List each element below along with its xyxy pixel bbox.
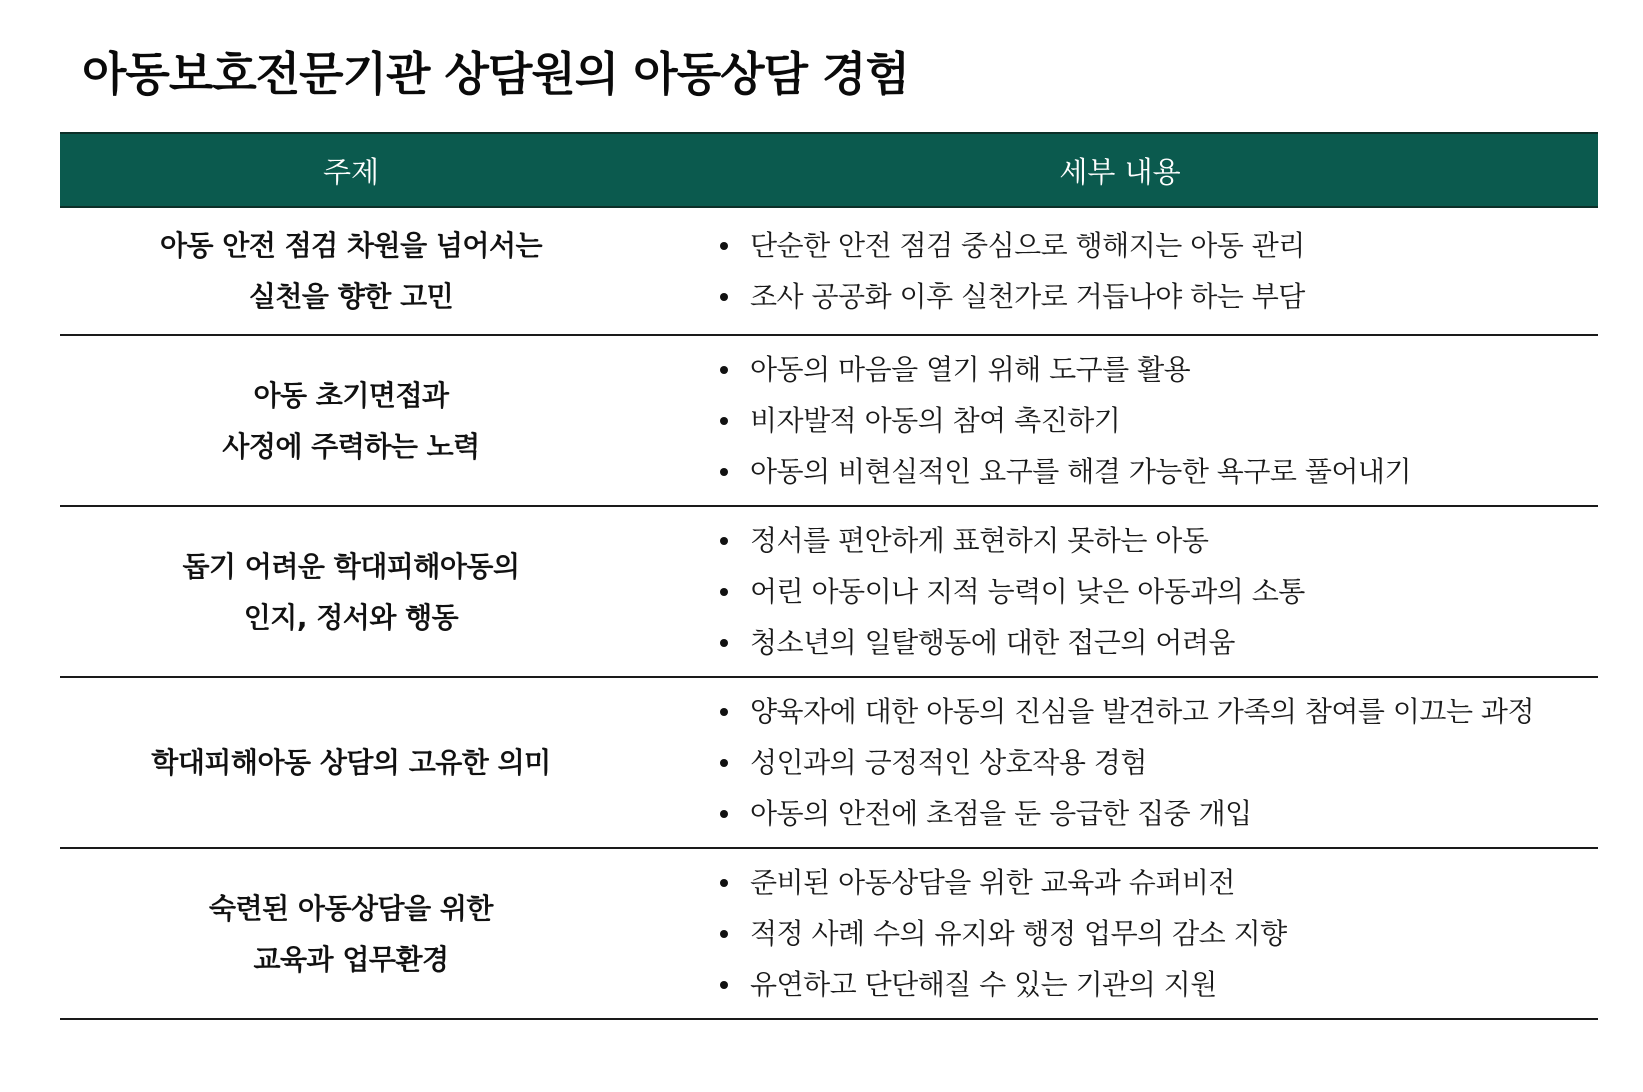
detail-item bbox=[720, 344, 1598, 395]
table-row bbox=[60, 208, 1598, 336]
detail-item bbox=[720, 515, 1598, 566]
page-title: 아동보호전문기관 상담원의 아동상담 경험 bbox=[82, 47, 909, 101]
row-topic bbox=[60, 507, 642, 676]
row-details bbox=[642, 678, 1598, 847]
row-topic bbox=[60, 849, 642, 1018]
table-row bbox=[60, 678, 1598, 849]
detail-item bbox=[720, 788, 1598, 839]
detail-item bbox=[720, 908, 1598, 959]
row-topic bbox=[60, 208, 642, 334]
detail-text: 정서를 편안하게 표현하지 못하는 아동 bbox=[750, 524, 1209, 557]
bullet-icon bbox=[720, 537, 728, 545]
row-topic bbox=[60, 336, 642, 505]
detail-text: 유연하고 단단해질 수 있는 기관의 지원 bbox=[750, 968, 1217, 1001]
detail-item bbox=[720, 220, 1598, 271]
detail-text: 아동의 마음을 열기 위해 도구를 활용 bbox=[750, 353, 1191, 386]
bullet-icon bbox=[720, 242, 728, 250]
table-row bbox=[60, 849, 1598, 1020]
bullet-icon bbox=[720, 588, 728, 596]
bullet-icon bbox=[720, 981, 728, 989]
topic-line: 사정에 주력하는 노력 bbox=[222, 429, 480, 463]
detail-text: 조사 공공화 이후 실천가로 거듭나야 하는 부담 bbox=[750, 280, 1305, 313]
topic-line: 교육과 업무환경 bbox=[253, 942, 449, 976]
bullet-icon bbox=[720, 639, 728, 647]
detail-text: 적정 사례 수의 유지와 행정 업무의 감소 지향 bbox=[750, 917, 1287, 950]
bullet-icon bbox=[720, 759, 728, 767]
bullet-icon bbox=[720, 930, 728, 938]
detail-text: 청소년의 일탈행동에 대한 접근의 어려움 bbox=[750, 626, 1235, 659]
detail-item bbox=[720, 857, 1598, 908]
detail-text: 양육자에 대한 아동의 진심을 발견하고 가족의 참여를 이끄는 과정 bbox=[750, 695, 1535, 728]
detail-item bbox=[720, 446, 1598, 497]
detail-text: 준비된 아동상담을 위한 교육과 슈퍼비전 bbox=[750, 866, 1235, 899]
bullet-icon bbox=[720, 468, 728, 476]
topic-line: 학대피해아동 상담의 고유한 의미 bbox=[151, 746, 551, 779]
detail-item bbox=[720, 959, 1598, 1010]
row-details bbox=[642, 507, 1598, 676]
detail-item bbox=[720, 395, 1598, 446]
row-details bbox=[642, 208, 1598, 334]
detail-item bbox=[720, 566, 1598, 617]
table-row bbox=[60, 336, 1598, 507]
detail-text: 아동의 비현실적인 요구를 해결 가능한 욕구로 풀어내기 bbox=[750, 455, 1412, 488]
bullet-icon bbox=[720, 417, 728, 425]
topic-line: 숙련된 아동상담을 위한 bbox=[209, 891, 493, 925]
detail-text: 성인과의 긍정적인 상호작용 경험 bbox=[750, 746, 1147, 779]
topic-line: 아동 초기면접과 bbox=[253, 378, 449, 412]
bullet-icon bbox=[720, 293, 728, 301]
bullet-icon bbox=[720, 708, 728, 716]
bullet-icon bbox=[720, 810, 728, 818]
bullet-icon bbox=[720, 879, 728, 887]
bullet-icon bbox=[720, 366, 728, 374]
detail-item bbox=[720, 271, 1598, 322]
detail-text: 비자발적 아동의 참여 촉진하기 bbox=[750, 404, 1121, 437]
topic-line: 실천을 향한 고민 bbox=[248, 280, 454, 313]
header-details: 세부 내용 bbox=[1059, 154, 1181, 189]
row-details bbox=[642, 336, 1598, 505]
topic-line: 인지, 정서와 행동 bbox=[243, 600, 459, 634]
row-details bbox=[642, 849, 1598, 1018]
topic-line: 아동 안전 점검 차원을 넘어서는 bbox=[159, 229, 543, 262]
detail-text: 어린 아동이나 지적 능력이 낮은 아동과의 소통 bbox=[750, 575, 1305, 608]
table-header bbox=[60, 132, 1598, 208]
table-row bbox=[60, 507, 1598, 678]
header-topic: 주제 bbox=[322, 154, 380, 189]
experience-table bbox=[60, 132, 1598, 1020]
detail-item bbox=[720, 686, 1598, 737]
detail-text: 아동의 안전에 초점을 둔 응급한 집중 개입 bbox=[750, 797, 1252, 830]
detail-text: 단순한 안전 점검 중심으로 행해지는 아동 관리 bbox=[750, 229, 1305, 262]
detail-item bbox=[720, 737, 1598, 788]
row-topic bbox=[60, 678, 642, 847]
topic-line: 돕기 어려운 학대피해아동의 bbox=[182, 549, 520, 583]
detail-item bbox=[720, 617, 1598, 668]
